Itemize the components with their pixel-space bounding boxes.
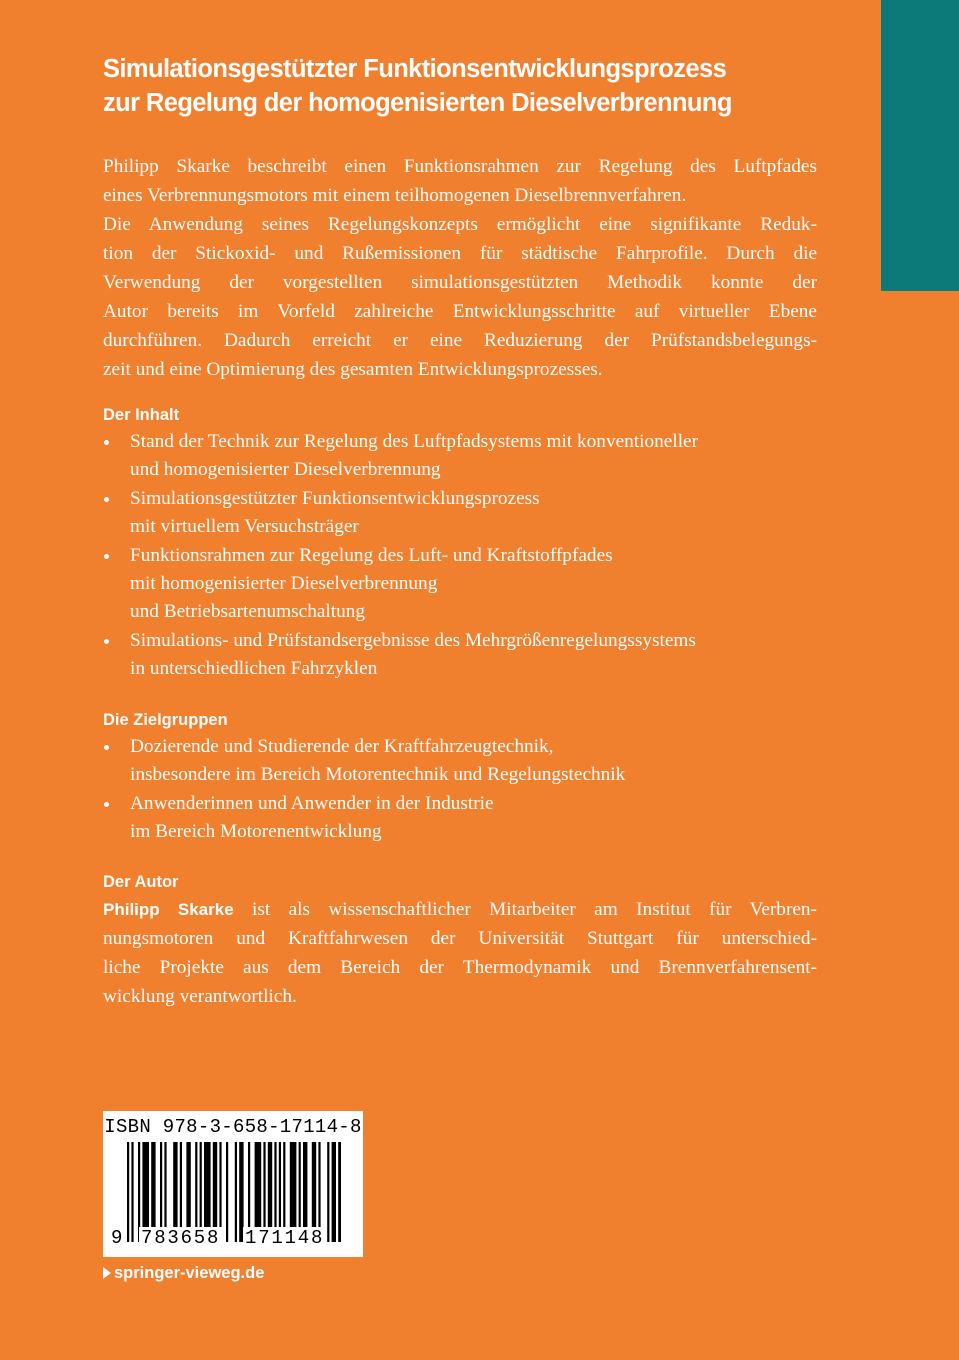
- intro-line: Autor bereits im Vorfeld zahlreiche Entwicklungsschritte auf virtueller Ebene: [103, 301, 817, 322]
- inhalt-list: [103, 428, 823, 684]
- intro-line: durchführen. Dadurch erreicht er eine Reduzierung der Prüfstandsbelegungs-: [103, 330, 817, 351]
- list-item: Funktionsrahmen zur Regelung des Luft- und Kraftstoffpfades mit homogenisierter Dieselverbrennung und Betriebsartenumschaltung: [103, 542, 823, 626]
- title-line-1: Simulationsgestützter Funktionsentwicklungsprozess: [103, 55, 727, 83]
- zielgruppen-list: [103, 733, 823, 847]
- list-item: Simulations- und Prüfstandsergebnisse des Mehrgrößenregelungssystems in unterschiedlichen Fahrzyklen: [103, 627, 823, 683]
- arrow-right-icon: [103, 1267, 111, 1279]
- title-line-2: zur Regelung der homogenisierten Dieselverbrennung: [103, 89, 732, 117]
- author-bio: Philipp Skarke ist als wissenschaftlicher Mitarbeiter am Institut für Verbren- nungsmotoren und Kraftfahrwesen der Universität Stuttgart für unterschied- liche Projekte aus dem Bereich der Thermodynamik und Brennverfahrensent- wicklung verantwortlich.: [103, 899, 817, 1007]
- teal-color-tab: [881, 0, 959, 291]
- list-item: Simulationsgestützter Funktionsentwicklungsprozess mit virtuellem Versuchsträger: [103, 485, 823, 541]
- inhalt-heading: Der Inhalt: [103, 406, 180, 424]
- intro-line: zeit und eine Optimierung des gesamten Entwicklungsprozesses.: [103, 359, 603, 380]
- autor-heading: Der Autor: [103, 873, 179, 891]
- isbn-label: ISBN 978-3-658-17114-8: [104, 1116, 362, 1138]
- intro-line: Philipp Skarke beschreibt einen Funktionsrahmen zur Regelung des Luftpfades: [103, 156, 817, 177]
- list-item: Anwenderinnen und Anwender in der Industrie im Bereich Motorenentwicklung: [103, 790, 823, 846]
- list-item: Dozierende und Studierende der Kraftfahrzeugtechnik, insbesondere im Bereich Motorentechnik und Regelungstechnik: [103, 733, 823, 789]
- book-title: [103, 52, 833, 120]
- intro-line: tion der Stickoxid- und Rußemissionen für städtische Fahrprofile. Durch die: [103, 243, 817, 264]
- intro-line: Die Anwendung seines Regelungskonzepts ermöglicht eine signifikante Reduk-: [103, 214, 817, 235]
- intro-paragraph: [103, 152, 817, 384]
- list-item: Stand der Technik zur Regelung des Luftpfadsystems mit konventioneller und homogenisierter Dieselverbrennung: [103, 428, 823, 484]
- zielgruppen-heading: Die Zielgruppen: [103, 711, 228, 729]
- isbn-barcode: [103, 1111, 363, 1257]
- barcode-digits: 9 783658 171148: [111, 1227, 325, 1249]
- intro-line: Verwendung der vorgestellten simulationsgestützten Methodik konnte der: [103, 272, 817, 293]
- author-name: Philipp Skarke: [103, 900, 234, 919]
- publisher-link[interactable]: springer-vieweg.de: [103, 1262, 264, 1284]
- intro-line: eines Verbrennungsmotors mit einem teilhomogenen Dieselbrennverfahren.: [103, 185, 687, 206]
